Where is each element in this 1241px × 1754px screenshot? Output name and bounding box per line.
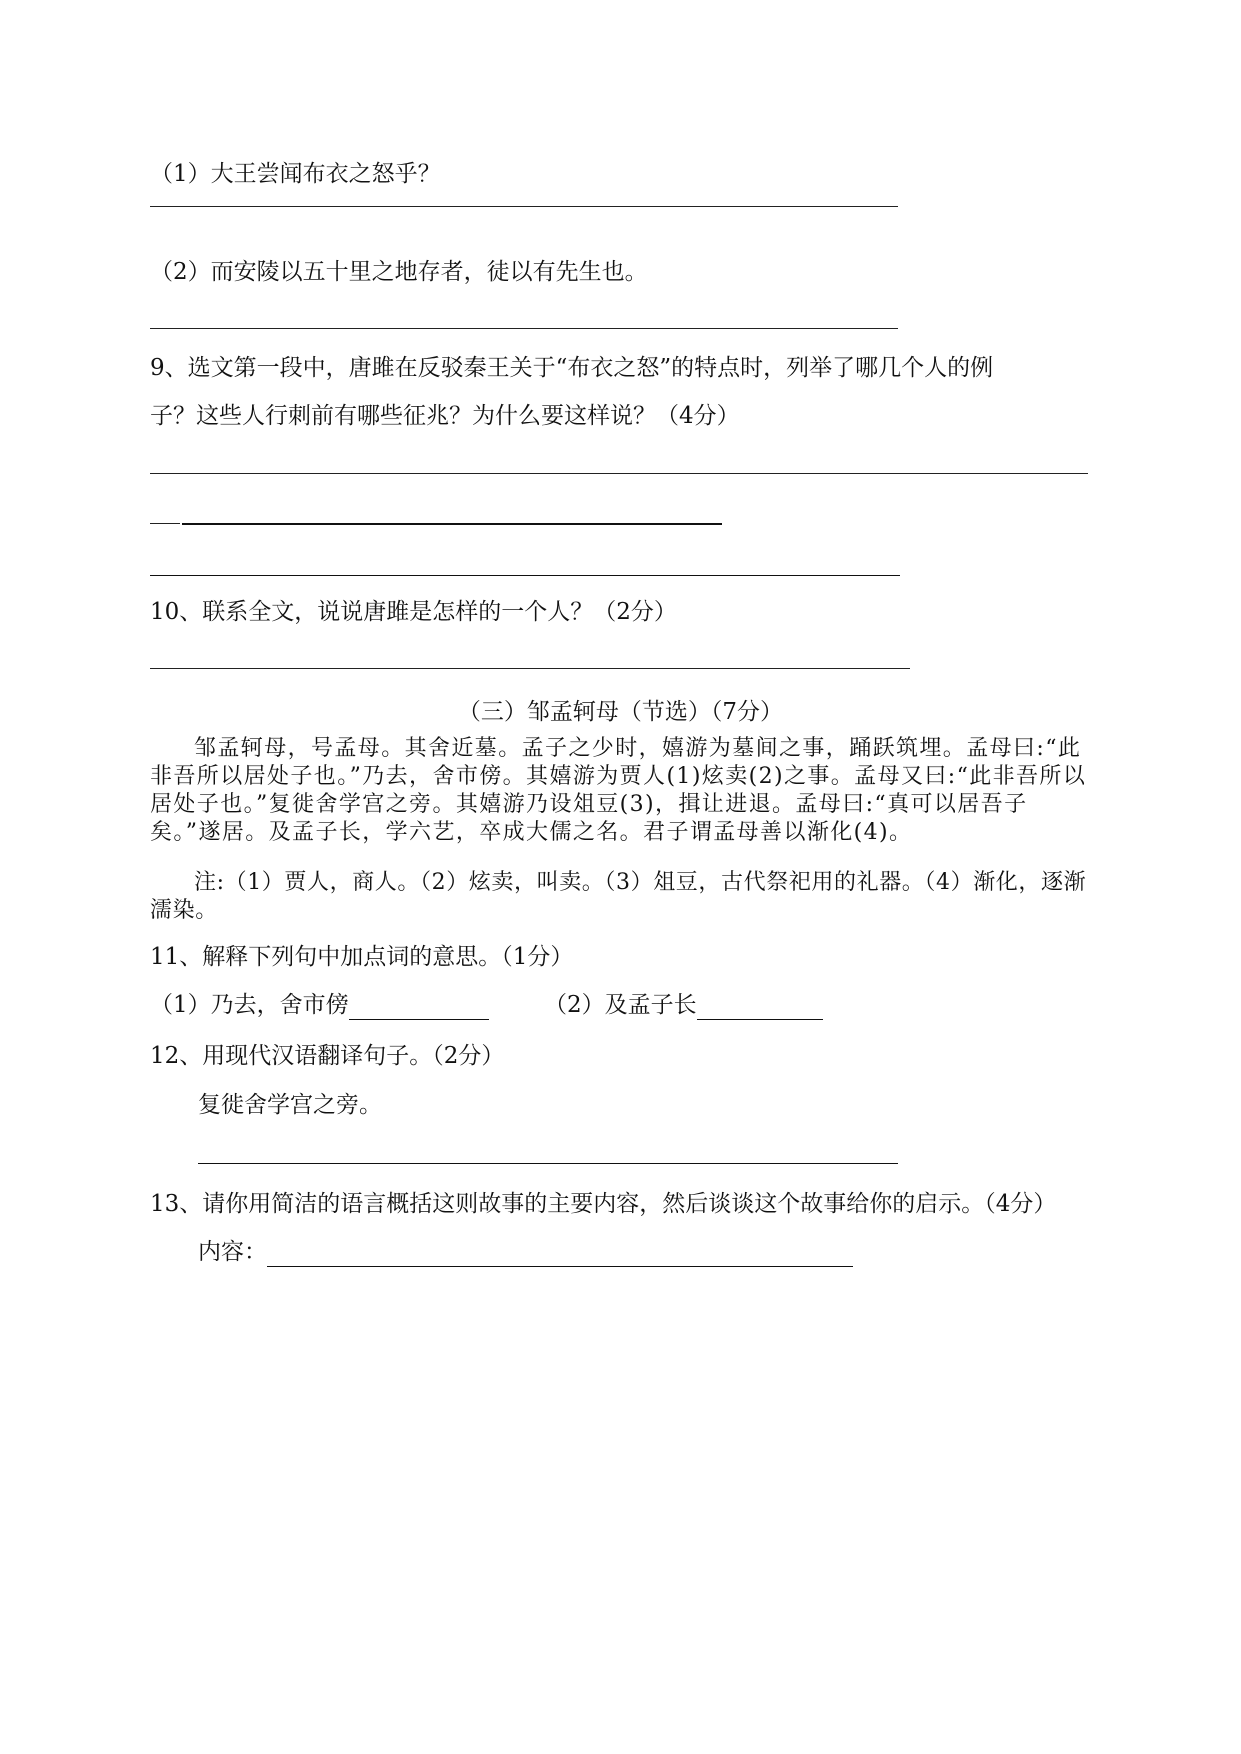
q13-content [198, 1238, 853, 1267]
q10-text: 10、联系全文，说说唐雎是怎样的一个人？（2分） [150, 599, 677, 625]
passage-title: （三）邹孟轲母（节选）（7分） [457, 699, 784, 725]
q9-line-2: 子？这些人行刺前有哪些征兆？为什么要这样说？（4分） [150, 403, 740, 429]
q8-item-2: （2）而安陵以五十里之地存者，徒以有先生也。 [150, 259, 648, 285]
q12-text: 12、用现代汉语翻译句子。（2分） [150, 1043, 505, 1069]
q11-item-2-label: （2）及孟子长 [544, 992, 697, 1018]
answer-line-q9-2[interactable] [182, 523, 722, 525]
q11-item-1 [150, 991, 489, 1020]
passage-body: 邹孟轲母，号孟母。其舍近墓。孟子之少时，嬉游为墓间之事，踊跃筑埋。孟母曰:“此非吾所以居处子也。”乃去，舍市傍。其嬉游为贾人(1)炫卖(2)之事。孟母又曰:“此非吾所以居处子也。”复徙舍学宫之旁。其嬉游乃设俎豆(3)，揖让进退。孟母曰:“真可以居吾子矣。”遂居。及孟子长，学六艺，卒成大儒之名。君子谓孟母善以渐化(4)。 [150, 736, 1087, 845]
q13-content-blank[interactable] [267, 1238, 853, 1267]
q11-answer-blank-2[interactable] [697, 991, 823, 1020]
q12-sentence: 复徙舍学宫之旁。 [198, 1092, 382, 1118]
answer-line-q9-2-lead [150, 523, 180, 524]
q11-item-2 [544, 991, 823, 1020]
passage-notes: 注:（1）贾人，商人。（2）炫卖，叫卖。（3）俎豆，古代祭祀用的礼器。（4）渐化，逐渐濡染。 [150, 870, 1087, 923]
q13-content-label: 内容： [198, 1239, 267, 1265]
q11-item-1-label: （1）乃去，舍市傍 [150, 992, 349, 1018]
q11-text: 11、解释下列句中加点词的意思。（1分） [150, 944, 574, 970]
answer-line-q9-3[interactable] [150, 575, 900, 576]
answer-line-q10[interactable] [150, 668, 910, 669]
q13-text: 13、请你用简洁的语言概括这则故事的主要内容，然后谈谈这个故事给你的启示。（4分） [150, 1191, 1057, 1217]
answer-line-q9-1[interactable] [150, 473, 1088, 474]
q11-answer-blank-1[interactable] [349, 991, 489, 1020]
q9-line-1: 9、选文第一段中，唐雎在反驳秦王关于“布衣之怒”的特点时，列举了哪几个人的例 [150, 355, 994, 381]
answer-line-q12[interactable] [198, 1163, 898, 1164]
answer-line-q8-2[interactable] [150, 328, 898, 329]
q8-item-1: （1）大王尝闻布衣之怒乎？ [150, 161, 441, 187]
answer-line-q8-1[interactable] [150, 206, 898, 207]
